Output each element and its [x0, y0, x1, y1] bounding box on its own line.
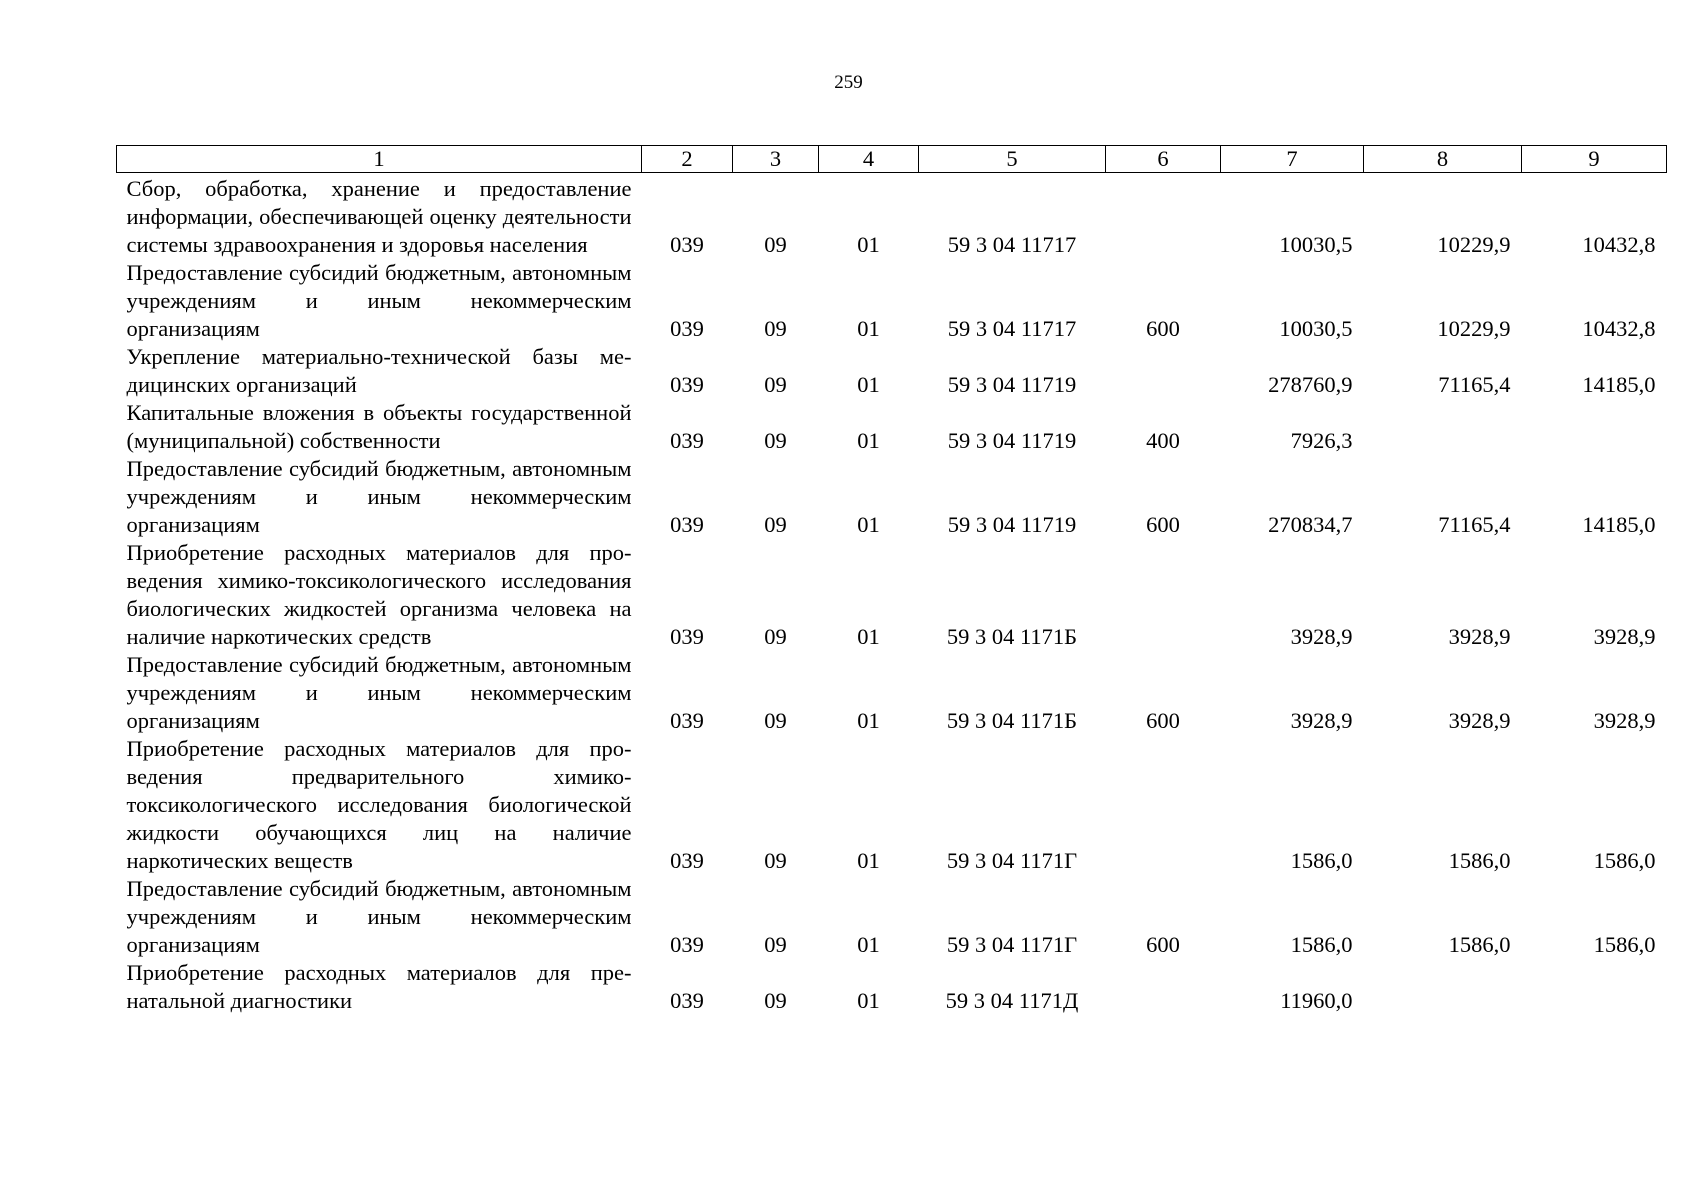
- column-header-7: 7: [1221, 146, 1364, 173]
- row-description: Предоставление субсидий бюджетным, автономным учреждениям и иным некоммерческим организациям: [126, 876, 632, 957]
- cell-target-article: 59 3 04 1171Б: [946, 708, 1078, 733]
- row-description: Предоставление субсидий бюджетным, автономным учреждениям и иным некоммерческим организациям: [126, 260, 632, 341]
- cell-section: 09: [764, 988, 787, 1013]
- cell-amount-col7: 1586,0: [1290, 848, 1353, 873]
- cell-target-article: 59 3 04 1171Б: [946, 624, 1078, 649]
- cell-target-article: 59 3 04 1171Д: [945, 988, 1079, 1013]
- cell-target-article: 59 3 04 11719: [947, 372, 1077, 397]
- cell-section: 09: [764, 372, 787, 397]
- cell-subsection: 01: [857, 372, 880, 397]
- table-row: [117, 735, 1667, 875]
- cell-amount-col9: [1522, 959, 1667, 1015]
- cell-target-article: 59 3 04 1171Г: [946, 932, 1078, 957]
- cell-amount-col7: 10030,5: [1279, 232, 1353, 257]
- column-header-6: 6: [1106, 146, 1221, 173]
- cell-target-article: 59 3 04 11717: [947, 316, 1077, 341]
- cell-amount-col9: 10432,8: [1582, 232, 1656, 257]
- cell-section: 09: [764, 624, 787, 649]
- column-header-8: 8: [1364, 146, 1522, 173]
- cell-amount-col7: 1586,0: [1290, 932, 1353, 957]
- cell-amount-col9: 3928,9: [1593, 708, 1656, 733]
- cell-amount-col7: 11960,0: [1280, 988, 1353, 1013]
- cell-subsection: 01: [857, 512, 880, 537]
- cell-amount-col8: 71165,4: [1438, 372, 1511, 397]
- cell-ministry-code: 039: [670, 372, 704, 397]
- cell-amount-col9: 1586,0: [1593, 932, 1656, 957]
- cell-ministry-code: 039: [670, 988, 704, 1013]
- column-header-9: 9: [1522, 146, 1667, 173]
- cell-amount-col9: 10432,8: [1582, 316, 1656, 341]
- row-description: Капитальные вложения в объекты государственной (муниципальной) собственности: [126, 400, 632, 453]
- cell-section: 09: [764, 932, 787, 957]
- column-header-5: 5: [919, 146, 1106, 173]
- cell-amount-col7: 270834,7: [1268, 512, 1353, 537]
- cell-expense-type: [1106, 173, 1221, 260]
- cell-ministry-code: 039: [670, 708, 704, 733]
- cell-expense-type: [1106, 735, 1221, 875]
- row-description: Приобретение расходных материалов для пренатальной диагностики: [126, 960, 632, 1013]
- table-row: [117, 259, 1667, 343]
- cell-amount-col7: 3928,9: [1290, 708, 1353, 733]
- cell-target-article: 59 3 04 1171Г: [946, 848, 1078, 873]
- cell-section: 09: [764, 232, 787, 257]
- table-row: [117, 343, 1667, 399]
- cell-amount-col8: 1586,0: [1448, 848, 1511, 873]
- cell-section: 09: [764, 708, 787, 733]
- cell-amount-col9: 14185,0: [1582, 512, 1656, 537]
- cell-subsection: 01: [857, 428, 880, 453]
- cell-expense-type: [1106, 959, 1221, 1015]
- cell-expense-type: 600: [1146, 512, 1180, 537]
- cell-subsection: 01: [857, 848, 880, 873]
- cell-subsection: 01: [857, 932, 880, 957]
- cell-subsection: 01: [857, 988, 880, 1013]
- cell-amount-col8: 1586,0: [1448, 932, 1511, 957]
- cell-section: 09: [764, 316, 787, 341]
- cell-expense-type: 600: [1146, 708, 1180, 733]
- cell-amount-col8: 10229,9: [1437, 232, 1511, 257]
- cell-subsection: 01: [857, 708, 880, 733]
- table-row: [117, 651, 1667, 735]
- row-description: Предоставление субсидий бюджетным, автономным учреждениям и иным некоммерческим организациям: [126, 456, 632, 537]
- cell-subsection: 01: [857, 232, 880, 257]
- table-row: [117, 539, 1667, 651]
- cell-section: 09: [764, 848, 787, 873]
- column-header-3: 3: [733, 146, 819, 173]
- cell-amount-col7: 10030,5: [1279, 316, 1353, 341]
- cell-amount-col8: [1364, 399, 1522, 455]
- cell-amount-col7: 7926,3: [1290, 428, 1353, 453]
- column-header-1: 1: [117, 146, 642, 173]
- cell-amount-col9: 1586,0: [1593, 848, 1656, 873]
- cell-ministry-code: 039: [670, 428, 704, 453]
- cell-expense-type: 600: [1146, 316, 1180, 341]
- cell-subsection: 01: [857, 316, 880, 341]
- cell-section: 09: [764, 428, 787, 453]
- cell-ministry-code: 039: [670, 232, 704, 257]
- cell-amount-col8: 71165,4: [1438, 512, 1511, 537]
- row-description: Сбор, обработка, хранение и предоставление информации, обеспечивающей оценку деятельности системы здравоохранения и здоровья населения: [126, 176, 632, 257]
- cell-expense-type: [1106, 343, 1221, 399]
- cell-target-article: 59 3 04 11719: [947, 512, 1077, 537]
- cell-amount-col8: 10229,9: [1437, 316, 1511, 341]
- cell-amount-col8: 3928,9: [1448, 624, 1511, 649]
- cell-amount-col7: 3928,9: [1290, 624, 1353, 649]
- cell-amount-col7: 278760,9: [1268, 372, 1353, 397]
- cell-amount-col8: 3928,9: [1448, 708, 1511, 733]
- budget-table: [116, 145, 1667, 1015]
- cell-ministry-code: 039: [670, 316, 704, 341]
- table-row: [117, 455, 1667, 539]
- cell-ministry-code: 039: [670, 624, 704, 649]
- table-row: [117, 875, 1667, 959]
- column-header-4: 4: [819, 146, 919, 173]
- cell-target-article: 59 3 04 11719: [947, 428, 1077, 453]
- table-body: [117, 173, 1667, 1016]
- cell-ministry-code: 039: [670, 848, 704, 873]
- row-description: Предоставление субсидий бюджетным, автономным учреждениям и иным некоммерческим организациям: [126, 652, 632, 733]
- cell-section: 09: [764, 512, 787, 537]
- cell-expense-type: 600: [1146, 932, 1180, 957]
- cell-amount-col8: [1364, 959, 1522, 1015]
- header-row: [117, 146, 1667, 173]
- cell-target-article: 59 3 04 11717: [947, 232, 1077, 257]
- cell-subsection: 01: [857, 624, 880, 649]
- cell-expense-type: [1106, 539, 1221, 651]
- row-description: Приобретение расходных материалов для проведения предварительного химико-токсикологического исследования биологической жидкости обучающихся лиц на наличие наркотических веществ: [126, 736, 632, 873]
- page-number: 259: [834, 72, 863, 93]
- table-header: [117, 146, 1667, 173]
- cell-amount-col9: 3928,9: [1593, 624, 1656, 649]
- cell-ministry-code: 039: [670, 932, 704, 957]
- row-description: Укрепление материально-технической базы медицинских организаций: [126, 344, 632, 397]
- cell-expense-type: 400: [1146, 428, 1180, 453]
- cell-amount-col9: [1522, 399, 1667, 455]
- table-row: [117, 959, 1667, 1015]
- cell-ministry-code: 039: [670, 512, 704, 537]
- cell-amount-col9: 14185,0: [1582, 372, 1656, 397]
- column-header-2: 2: [642, 146, 733, 173]
- table-row: [117, 173, 1667, 260]
- row-description: Приобретение расходных материалов для проведения химико-токсикологического исследования биологических жидкостей организма человека на наличие наркотических средств: [126, 540, 632, 649]
- table-row: [117, 399, 1667, 455]
